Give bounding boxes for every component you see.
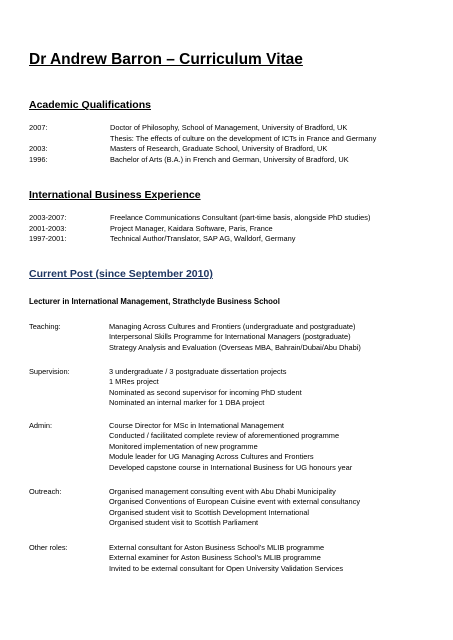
experience-years: 2001-2003: [29,223,67,233]
other-roles-list [109,543,343,574]
academic-text: Doctor of Philosophy, School of Management, University of Bradford, UK [110,123,348,132]
experience-heading: International Business Experience [29,189,201,201]
academic-text: Thesis: The effects of culture on the development of ICTs in France and Germany [110,133,377,143]
academic-text: Bachelor of Arts (B.A.) in French and German, University of Bradford, UK [110,154,349,164]
page-title: Dr Andrew Barron – Curriculum Vitae [29,51,303,68]
list-item: Organised student visit to Scottish Development International [109,507,310,517]
supervision-list [109,367,302,409]
teaching-label: Teaching: [29,322,61,331]
academic-heading: Academic Qualifications [29,99,151,111]
outreach-label: Outreach: [29,487,62,496]
list-item: External consultant for Aston Business School’s MLIB programme [109,543,325,552]
experience-years: 2003-2007: [29,213,67,222]
list-item: Strategy Analysis and Evaluation (Overseas MBA, Bahrain/Dubai/Abu Dhabi) [109,342,361,352]
list-item: 1 MRes project [109,377,159,387]
experience-text: Project Manager, Kaidara Software, Paris, France [110,223,273,233]
list-item: Organised student visit to Scottish Parliament [109,518,259,528]
list-item: Invited to be external consultant for Open University Validation Services [109,563,344,573]
experience-text: Freelance Communications Consultant (part-time basis, alongside PhD studies) [110,213,371,222]
admin-label: Admin: [29,421,53,430]
list-item: Conducted / facilitated complete review of aforementioned programme [109,431,340,441]
list-item: Module leader for UG Managing Across Cultures and Frontiers [109,452,314,462]
experience-years: 1997-2001: [29,234,67,243]
list-item: Interpersonal Skills Programme for International Managers (postgraduate) [109,332,351,342]
current-post-heading: Current Post (since September 2010) [29,268,213,280]
list-item: Monitored implementation of new programme [109,441,258,451]
list-item: Course Director for MSc in International Management [109,421,284,430]
list-item: Managing Across Cultures and Frontiers (undergraduate and postgraduate) [109,322,356,331]
outreach-list [109,487,360,529]
experience-text: Technical Author/Translator, SAP AG, Walldorf, Germany [110,234,296,243]
list-item: 3 undergraduate / 3 postgraduate dissertation projects [109,367,287,376]
list-item: Organised management consulting event with Abu Dhabi Municipality [109,487,336,496]
list-item: Nominated as second supervisor for incoming PhD student [109,387,302,397]
academic-year: 2003: [29,144,48,153]
list-item: External examiner for Aston Business School’s MLIB programme [109,553,321,563]
academic-year: 2007: [29,123,48,132]
other-roles-label: Other roles: [29,543,68,552]
supervision-label: Supervision: [29,367,70,376]
academic-year: 1996: [29,154,48,164]
list-item: Organised Conventions of European Cuisine event with external consultancy [109,497,361,507]
admin-list [109,421,352,473]
list-item: Developed capstone course in International Business for UG honours year [109,462,353,472]
teaching-list [109,322,361,353]
current-role: Lecturer in International Management, Strathclyde Business School [29,297,280,306]
academic-text: Masters of Research, Graduate School, University of Bradford, UK [110,144,328,153]
list-item: Nominated an internal marker for 1 DBA project [109,398,265,408]
